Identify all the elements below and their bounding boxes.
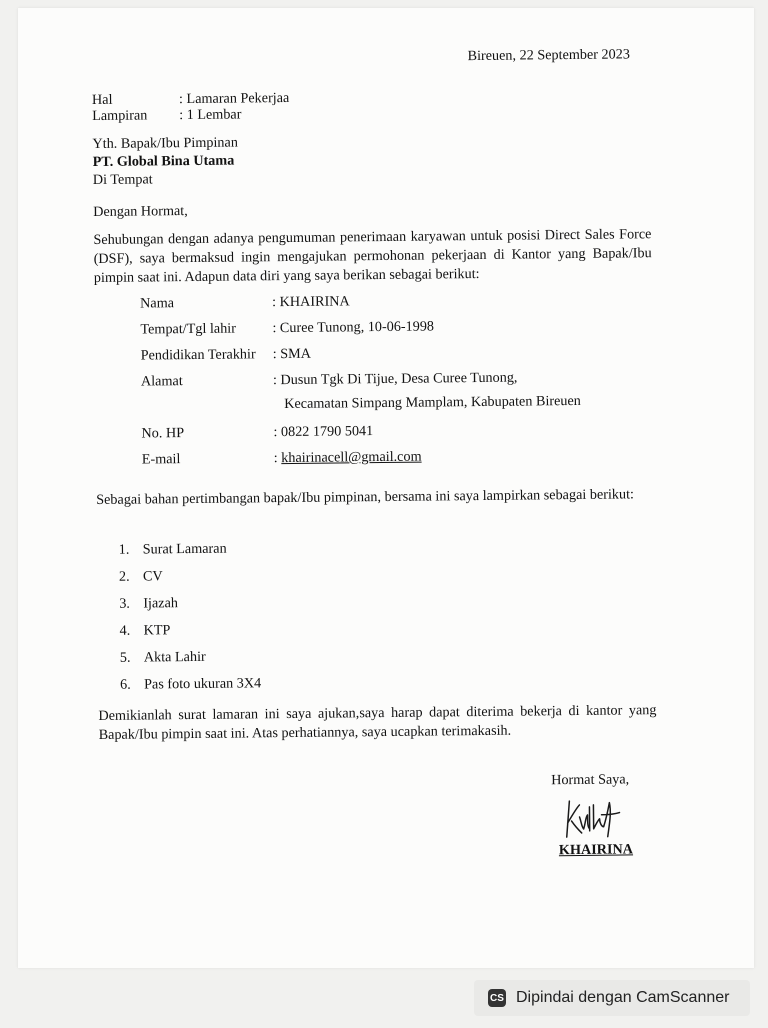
subject-label: Hal (91, 91, 113, 109)
attachment-value: : 1 Lembar (179, 106, 242, 124)
recipient-line1: Yth. Bapak/Ibu Pimpinan (92, 134, 238, 153)
email-link[interactable]: khairinacell@gmail.com (281, 448, 422, 467)
email-colon: : (273, 450, 282, 467)
attachments-intro: Sebagai bahan pertimbangan bapak/Ibu pimpinan, bersama ini saya lampirkan sebagai berikut: (96, 486, 635, 509)
address-label: Alamat (140, 373, 183, 390)
attachment-label: Lampiran (92, 107, 148, 125)
signature-icon (559, 792, 630, 845)
education-value: : SMA (272, 345, 312, 363)
phone-label: No. HP (141, 425, 185, 442)
phone-value: : 0822 1790 5041 (273, 423, 374, 441)
intro-paragraph: Sehubungan dengan adanya pengumuman penerimaan karyawan untuk posisi Direct Sales Force (DSF), saya bermaksud ingin mengajukan permohonan pekerjaan di Kantor yang Bapak/Ibu pimpin saat ini. Adapun data diri yang saya berikan sebagai berikut: (93, 226, 652, 287)
recipient-line3: Di Tempat (92, 170, 153, 188)
greeting: Dengan Hormat, (93, 203, 188, 221)
recipient-block (92, 135, 238, 190)
email-label: E-mail (141, 451, 181, 468)
list-item: 6. Pas foto ukuran 3X4 (120, 675, 262, 693)
signer-name: KHAIRINA (558, 841, 634, 859)
name-value: : KHAIRINA (272, 293, 350, 311)
birth-value: : Curee Tunong, 10-06-1998 (272, 318, 435, 337)
place-date: Bireuen, 22 September 2023 (467, 46, 630, 65)
signoff: Hormat Saya, (551, 771, 630, 789)
list-item: 5. Akta Lahir (119, 648, 206, 666)
recipient-company: PT. Global Bina Utama (92, 152, 235, 170)
list-item: 1. Surat Lamaran (118, 540, 227, 558)
address-line2: Kecamatan Simpang Mamplam, Kabupaten Bireuen (284, 392, 581, 413)
list-item: 4. KTP (119, 622, 171, 639)
camscanner-logo-icon: CS (488, 989, 506, 1007)
education-label: Pendidikan Terakhir (140, 346, 256, 364)
closing-paragraph: Demikianlah surat lamaran ini saya ajukan,saya harap dapat diterima bekerja di kantor yang Bapak/Ibu pimpin saat ini. Atas perhatiannya, saya ucapkan terimakasih. (98, 702, 657, 744)
address-line1: : Dusun Tgk Di Tijue, Desa Curee Tunong, (272, 369, 518, 389)
list-item: 3. Ijazah (119, 595, 179, 612)
name-label: Nama (140, 295, 175, 312)
camscanner-badge (474, 980, 750, 1016)
birth-label: Tempat/Tgl lahir (140, 320, 237, 338)
subject-value: : Lamaran Pekerjaa (178, 89, 290, 108)
list-item: 2. CV (118, 568, 163, 585)
camscanner-text: Dipindai dengan CamScanner (516, 989, 730, 1006)
email-value-row (274, 448, 422, 468)
